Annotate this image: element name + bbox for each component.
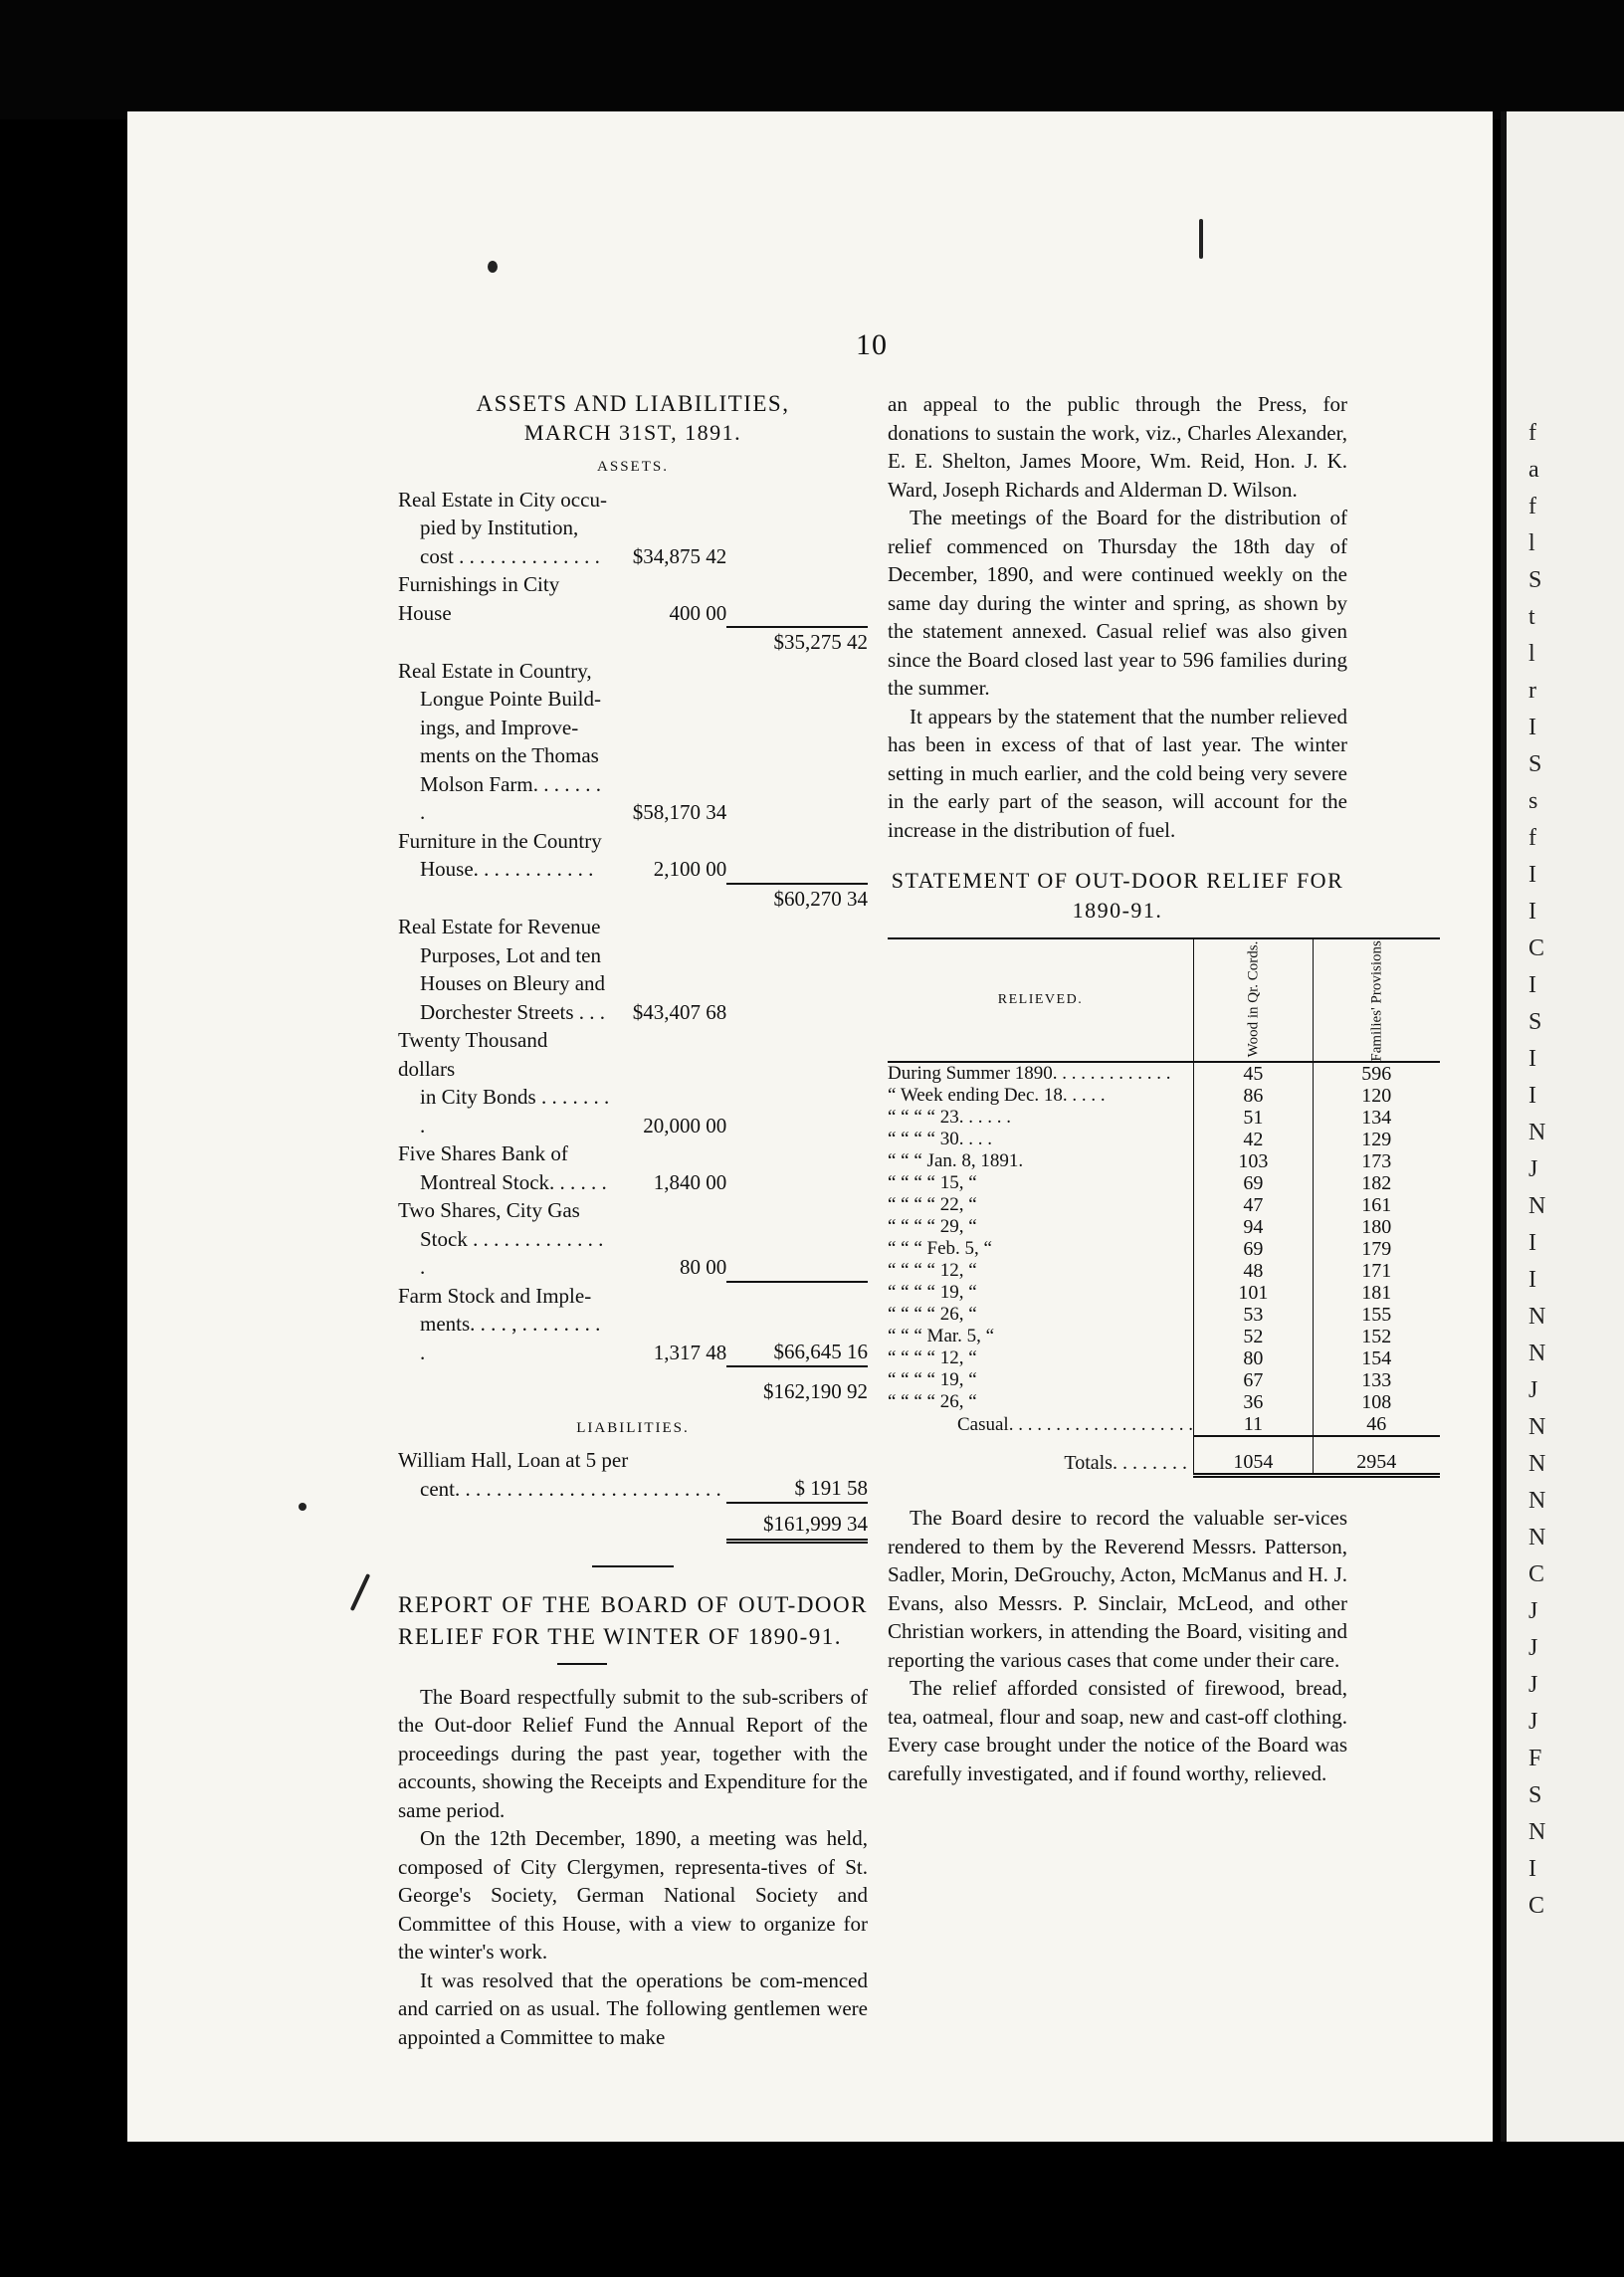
facing-page-char: I — [1528, 899, 1536, 925]
relief-wood: 36 — [1193, 1391, 1313, 1413]
facing-page-char: J — [1528, 1377, 1538, 1403]
ledger-desc-line: Stock . . . . . . . . . . . . . . — [420, 1226, 604, 1279]
ledger-desc-line: Furnishings in City House — [398, 572, 560, 625]
relief-period: During Summer 1890. . . . . . . . . . . . . — [888, 1063, 1171, 1084]
relief-wood: 80 — [1193, 1347, 1313, 1369]
facing-page-char: J — [1528, 1709, 1538, 1735]
section-divider — [592, 1565, 674, 1567]
ledger-amount: 20,000 00 — [643, 1113, 727, 1138]
ledger-desc-line: Purposes, Lot and ten — [420, 942, 601, 967]
ledger-desc-line: Farm Stock and Imple- — [398, 1283, 592, 1308]
closing-paragraph: The relief afforded consisted of firewood, bread, tea, oatmeal, flour and soap, new and cast-off clothing. Every case brought under the notice of the Board was carefully investigated, and if found worthy, relieved. — [888, 1676, 1347, 1785]
net-total: $161,999 34 — [726, 1503, 868, 1541]
ledger-subtotal: $35,275 42 — [726, 627, 868, 657]
ledger-desc-line: Real Estate for Revenue — [398, 915, 601, 938]
assets-ledger — [398, 486, 868, 1406]
relief-row — [888, 1150, 1440, 1172]
facing-page-char: I — [1528, 1083, 1536, 1109]
relief-row — [888, 1260, 1440, 1282]
ledger-desc-line: Molson Farm. . . . . . . . — [420, 771, 602, 824]
assets-label: ASSETS. — [597, 459, 669, 475]
relief-families: 181 — [1313, 1282, 1440, 1304]
relief-wood: 94 — [1193, 1216, 1313, 1238]
relief-wood: 69 — [1193, 1172, 1313, 1194]
ledger-desc-line: ings, and Improve- — [420, 715, 579, 739]
relief-wood: 47 — [1193, 1194, 1313, 1216]
relief-period: “ “ “ “ 26, “ — [888, 1391, 977, 1412]
relief-families: 129 — [1313, 1129, 1440, 1150]
total-wood: 1054 — [1193, 1436, 1313, 1476]
relief-families: 152 — [1313, 1326, 1440, 1347]
facing-page-char: I — [1528, 1230, 1536, 1256]
families-column-header: Families' Provisions. — [1313, 938, 1440, 1062]
facing-page-char: J — [1528, 1598, 1538, 1624]
relief-row — [888, 1172, 1440, 1194]
ledger-subtotal — [726, 1026, 868, 1139]
relief-wood: 69 — [1193, 1238, 1313, 1260]
ledger-row — [398, 627, 868, 657]
relief-wood: 53 — [1193, 1304, 1313, 1326]
ledger-amount: 400 00 — [669, 600, 727, 625]
relief-period: “ “ “ “ 23. . . . . . — [888, 1107, 1011, 1128]
relief-wood: 67 — [1193, 1369, 1313, 1391]
facing-page-char: F — [1528, 1746, 1542, 1771]
relief-period: “ “ “ “ 30. . . . — [888, 1129, 992, 1149]
facing-page-char: l — [1528, 530, 1535, 556]
ledger-row — [398, 1139, 868, 1196]
relief-families: 182 — [1313, 1172, 1440, 1194]
wood-column-header: Wood in Qr. Cords. — [1193, 938, 1313, 1062]
facing-page-char: f — [1528, 494, 1536, 519]
ledger-desc-line: ments on the Thomas — [420, 743, 599, 767]
ledger-amount: $43,407 68 — [632, 999, 727, 1024]
relief-families: 180 — [1313, 1216, 1440, 1238]
relief-row — [888, 1304, 1440, 1326]
ledger-amount — [610, 627, 726, 657]
facing-page-char: s — [1528, 788, 1538, 814]
relief-row — [888, 1238, 1440, 1260]
facing-page-char: J — [1528, 1156, 1538, 1182]
relief-wood: 52 — [1193, 1326, 1313, 1347]
liabilities-desc-line: cent. . . . . . . . . . . . . . . . . . . . . . . . . . — [420, 1476, 721, 1501]
relief-row — [888, 1216, 1440, 1238]
ledger-row — [398, 1026, 868, 1139]
ledger-desc-line: House. . . . . . . . . . . . — [420, 857, 594, 881]
ledger-amount: $34,875 42 — [632, 543, 727, 568]
relief-statement-table — [888, 937, 1440, 1478]
facing-page-char: r — [1528, 678, 1536, 704]
facing-page-char: N — [1528, 1193, 1546, 1219]
ledger-amount: 1,317 48 — [653, 1340, 727, 1364]
ledger-desc-line: Longue Pointe Build- — [420, 687, 601, 711]
relief-wood: 42 — [1193, 1129, 1313, 1150]
report-paragraph: The Board respectfully submit to the sub-scribers of the Out-door Relief Fund the Annual Report of the proceedings during the past year, together with the accounts, showing the Receipts and Expenditure for the same period. — [398, 1684, 868, 1822]
ledger-subtotal — [726, 657, 868, 827]
ledger-subtotal — [726, 827, 868, 884]
relief-wood: 101 — [1193, 1282, 1313, 1304]
ledger-subtotal — [726, 913, 868, 1026]
relief-row — [888, 1282, 1440, 1304]
relief-row — [888, 1347, 1440, 1369]
liabilities-amount: $ 191 58 — [794, 1475, 868, 1500]
ledger-amount: 1,840 00 — [653, 1169, 727, 1194]
scan-speck — [488, 261, 498, 273]
facing-page-char: J — [1528, 1672, 1538, 1698]
facing-page-char: N — [1528, 1304, 1546, 1330]
ledger-desc-line: Two Shares, City Gas — [398, 1198, 580, 1222]
ledger-row — [398, 486, 868, 571]
facing-page-char: C — [1528, 1561, 1545, 1587]
relief-period: “ “ “ “ 22, “ — [888, 1194, 977, 1215]
facing-page-char: C — [1528, 935, 1545, 961]
relief-wood: 45 — [1193, 1062, 1313, 1085]
facing-page-char: I — [1528, 1267, 1536, 1293]
relief-period: “ “ “ “ 29, “ — [888, 1216, 977, 1237]
ledger-amount — [610, 884, 726, 914]
relief-period: “ Week ending Dec. 18. . . . . — [888, 1085, 1106, 1106]
ledger-row — [398, 827, 868, 884]
report-paragraph: On the 12th December, 1890, a meeting was held, composed of City Clergymen, representa-tives of St. George's Society, German National Society and Committee of this House, with a view to organize for the winter's work. — [398, 1826, 868, 1964]
ledger-amount: 2,100 00 — [653, 857, 727, 881]
assets-total: $162,190 92 — [726, 1366, 868, 1406]
relief-period: “ “ “ Jan. 8, 1891. — [888, 1150, 1024, 1171]
relief-row — [888, 1369, 1440, 1391]
relief-families: 161 — [1313, 1194, 1440, 1216]
relief-families: 120 — [1313, 1085, 1440, 1107]
relief-families: 154 — [1313, 1347, 1440, 1369]
facing-page-char: J — [1528, 1635, 1538, 1661]
relief-period: “ “ “ Feb. 5, “ — [888, 1238, 992, 1259]
ledger-row — [398, 1282, 868, 1367]
page-number: 10 — [856, 328, 888, 361]
left-column — [398, 390, 868, 2051]
relief-families: 596 — [1313, 1062, 1440, 1085]
relief-period: “ “ “ “ 19, “ — [888, 1369, 977, 1390]
heading-rule — [557, 1663, 607, 1665]
body-paragraph: It appears by the statement that the number relieved has been in excess of that of last year. The winter setting in much earlier, and the cold being very severe in the early part of the season, will account for the increase in the distribution of fuel. — [888, 704, 1347, 842]
ledger-subtotal — [726, 1139, 868, 1196]
facing-page-char: N — [1528, 1451, 1546, 1477]
relief-families: 108 — [1313, 1391, 1440, 1413]
ledger-subtotal: $66,645 16 — [726, 1282, 868, 1367]
relief-families: 173 — [1313, 1150, 1440, 1172]
scan-speck — [299, 1503, 306, 1511]
ledger-desc-line: Real Estate in Country, — [398, 658, 592, 683]
scan-border-top — [0, 0, 1624, 119]
facing-page-char: S — [1528, 1782, 1542, 1808]
relief-row — [888, 1062, 1440, 1085]
relief-wood: 51 — [1193, 1107, 1313, 1129]
relief-row — [888, 1413, 1440, 1436]
body-paragraph: The meetings of the Board for the distribution of relief commenced on Thursday the 18th day of December, 1890, and were continued weekly on the same day during the winter and spring, as shown by the statement annexed. Casual relief was also given since the Board closed last year to 596 families during the summer. — [888, 506, 1347, 700]
scan-mark — [1199, 219, 1203, 259]
relief-families: 46 — [1313, 1413, 1440, 1436]
facing-page-char: C — [1528, 1893, 1545, 1919]
facing-page-char: N — [1528, 1525, 1546, 1551]
facing-page-char: N — [1528, 1819, 1546, 1845]
relief-wood: 11 — [1193, 1413, 1313, 1436]
ledger-row — [398, 1196, 868, 1282]
facing-page-char: I — [1528, 972, 1536, 998]
totals-label: Totals. . . . . . . . — [1064, 1451, 1187, 1474]
relief-row — [888, 1085, 1440, 1107]
statement-title: STATEMENT OF OUT-DOOR RELIEF FOR 1890-91. — [891, 868, 1344, 923]
facing-page-char: S — [1528, 567, 1542, 593]
facing-page-char: l — [1528, 641, 1535, 667]
ledger-desc-line: in City Bonds . . . . . . . . — [420, 1085, 610, 1138]
ledger-amount: $58,170 34 — [632, 800, 727, 824]
ledger-subtotal: $60,270 34 — [726, 884, 868, 914]
relief-row — [888, 1326, 1440, 1347]
ledger-row — [398, 913, 868, 1026]
relief-period: “ “ “ “ 12, “ — [888, 1260, 977, 1281]
liabilities-label: LIABILITIES. — [576, 1419, 690, 1436]
ledger-row — [398, 570, 868, 627]
assets-date: MARCH 31ST, 1891. — [523, 419, 742, 445]
facing-page-char: a — [1528, 457, 1539, 483]
facing-page-edge — [1501, 111, 1624, 2142]
facing-page-char: N — [1528, 1120, 1546, 1145]
ledger-desc-line: cost . . . . . . . . . . . . . . — [420, 543, 600, 568]
relief-period: “ “ “ Mar. 5, “ — [888, 1326, 995, 1346]
relief-wood: 103 — [1193, 1150, 1313, 1172]
facing-page-char: f — [1528, 420, 1536, 446]
relief-families: 134 — [1313, 1107, 1440, 1129]
ledger-desc-line: Real Estate in City occu- — [398, 487, 607, 512]
liabilities-ledger — [398, 1446, 868, 1544]
relief-period: “ “ “ “ 26, “ — [888, 1304, 977, 1325]
facing-page-char: N — [1528, 1488, 1546, 1514]
facing-page-char: S — [1528, 1009, 1542, 1035]
ledger-desc-line: pied by Institution, — [420, 516, 579, 539]
relieved-column-header: RELIEVED. — [888, 938, 1193, 1062]
relief-families: 171 — [1313, 1260, 1440, 1282]
ledger-desc-line: ments. . . . , . . . . . . . . . — [420, 1312, 601, 1364]
right-column — [888, 390, 1397, 1787]
body-paragraph: an appeal to the public through the Press, for donations to sustain the work, viz., Charles Alexander, E. E. Shelton, James Moore, Wm. Reid, Hon. J. K. Ward, Joseph Richards and Alderman D. Wilson. — [888, 392, 1347, 502]
relief-families: 179 — [1313, 1238, 1440, 1260]
facing-page-char: I — [1528, 715, 1536, 740]
relief-period: Casual. . . . . . . . . . . . . . . . . . . . — [957, 1413, 1193, 1435]
ledger-subtotal — [726, 570, 868, 627]
report-paragraph: It was resolved that the operations be com-menced and carried on as usual. The following gentlemen were appointed a Committee to make — [398, 1967, 868, 2049]
ledger-amount: 80 00 — [679, 1255, 727, 1279]
ledger-desc-line: Houses on Bleury and — [420, 971, 606, 995]
ledger-desc-line: Five Shares Bank of — [398, 1141, 568, 1165]
ledger-subtotal — [726, 486, 868, 571]
ledger-desc-line: Furniture in the Country — [398, 828, 602, 853]
facing-page-char: N — [1528, 1414, 1546, 1440]
ledger-row — [398, 657, 868, 827]
relief-row — [888, 1129, 1440, 1150]
ledger-desc-line: Montreal Stock. . . . . . — [420, 1169, 607, 1194]
facing-page-char: I — [1528, 1046, 1536, 1072]
facing-page-char: I — [1528, 1856, 1536, 1882]
facing-page-char: I — [1528, 862, 1536, 888]
relief-row — [888, 1107, 1440, 1129]
relief-wood: 48 — [1193, 1260, 1313, 1282]
relief-period: “ “ “ “ 19, “ — [888, 1282, 977, 1303]
total-families: 2954 — [1313, 1436, 1440, 1476]
relief-period: “ “ “ “ 12, “ — [888, 1347, 977, 1368]
relief-period: “ “ “ “ 15, “ — [888, 1172, 977, 1193]
liabilities-desc-line: William Hall, Loan at 5 per — [398, 1448, 629, 1472]
facing-page-char: t — [1528, 604, 1535, 630]
relief-row — [888, 1391, 1440, 1413]
ledger-desc-line: Twenty Thousand dollars — [398, 1028, 548, 1081]
report-heading: REPORT OF THE BOARD OF OUT-DOOR RELIEF FOR THE WINTER OF 1890-91. — [398, 1591, 868, 1649]
assets-title: ASSETS AND LIABILITIES, — [476, 391, 790, 416]
facing-page-char: N — [1528, 1341, 1546, 1366]
facing-page-char: f — [1528, 825, 1536, 851]
ledger-desc-line: Dorchester Streets . . . — [420, 999, 606, 1024]
relief-wood: 86 — [1193, 1085, 1313, 1107]
closing-paragraph: The Board desire to record the valuable ser-vices rendered to them by the Reverend Messrs. Patterson, Sadler, Morin, DeGrouchy, Acton, McManus and H. J. Evans, also Messrs. P. Sinclair, McLeod, and other Christian workers, in attending the Board, visiting and reporting the various cases that come under their care. — [888, 1506, 1347, 1672]
relief-families: 155 — [1313, 1304, 1440, 1326]
ledger-row — [398, 884, 868, 914]
relief-row — [888, 1194, 1440, 1216]
facing-page-char: S — [1528, 751, 1542, 777]
relief-families: 133 — [1313, 1369, 1440, 1391]
ledger-subtotal — [726, 1196, 868, 1282]
